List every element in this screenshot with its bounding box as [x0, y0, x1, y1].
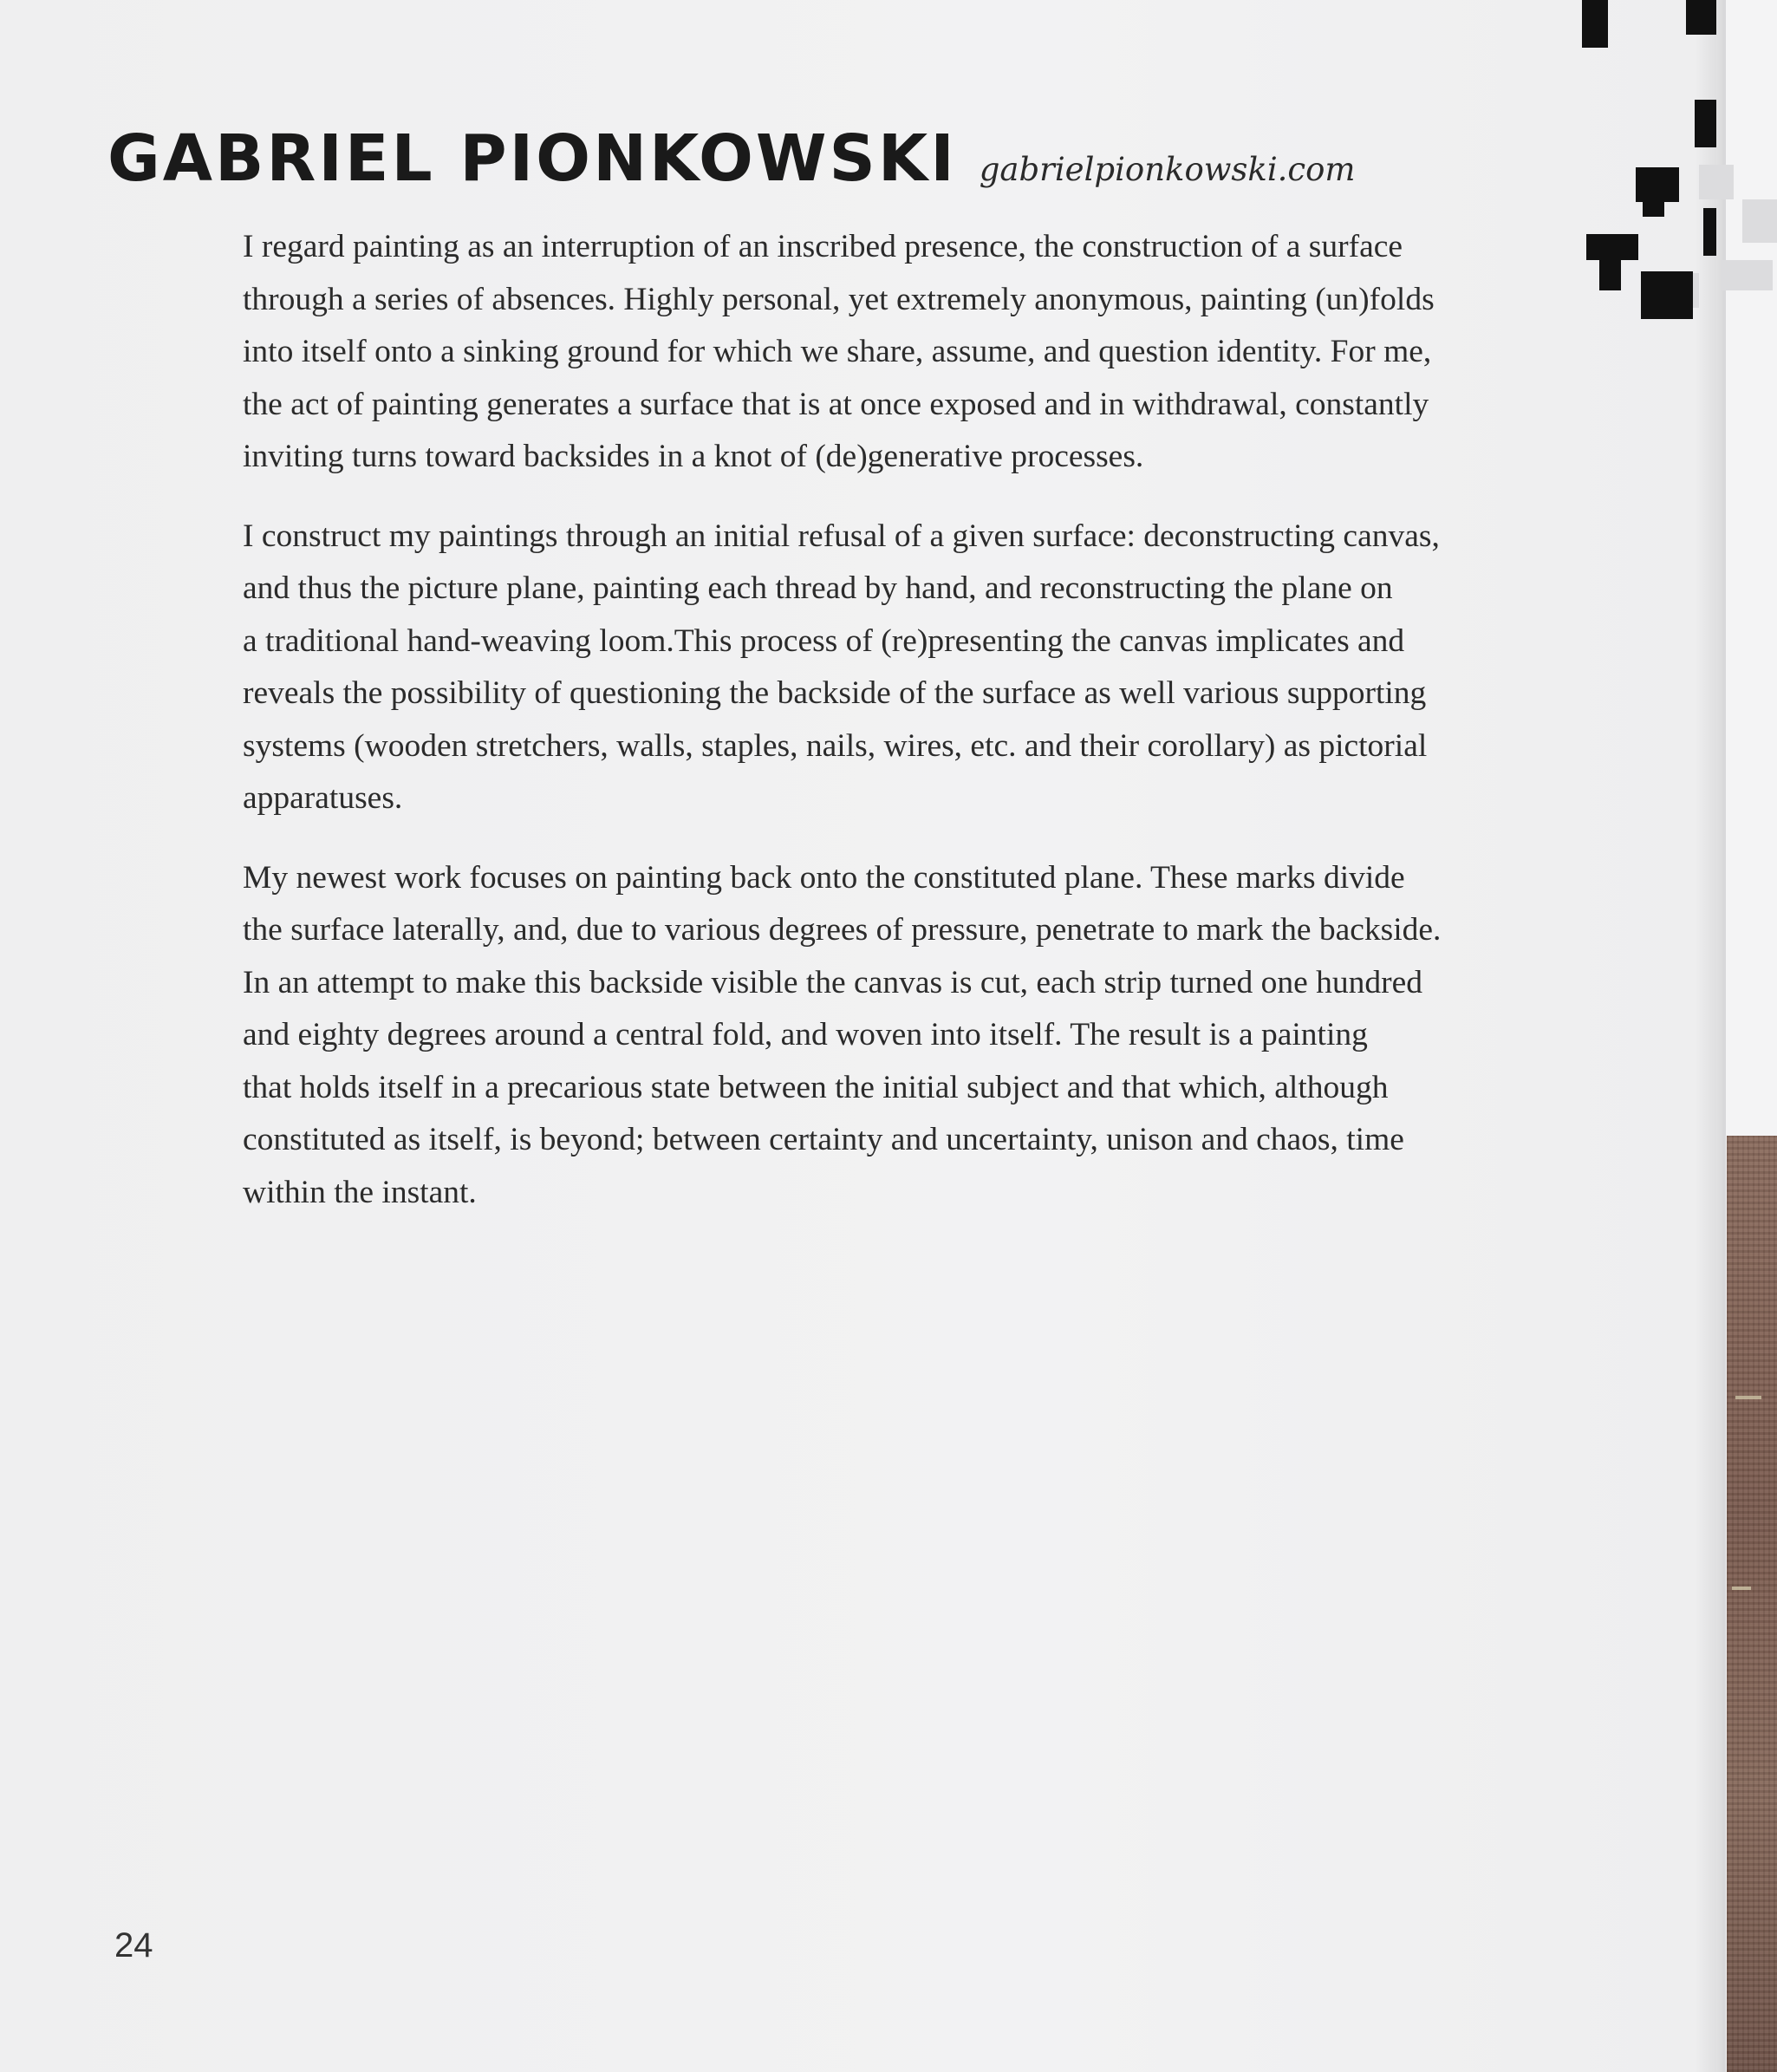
text-line: apparatuses.	[243, 780, 403, 816]
photo-highlight	[1735, 1396, 1761, 1399]
paragraph	[243, 852, 1560, 1220]
text-line: My newest work focuses on painting back onto the constituted plane. These marks divide	[243, 859, 1405, 896]
text-line: I construct my paintings through an initial refusal of a given surface: deconstructing canvas,	[243, 518, 1440, 554]
photo-highlight	[1732, 1587, 1751, 1590]
text-line: inviting turns toward backsides in a knot of (de)generative processes.	[243, 439, 1144, 474]
text-line: the act of painting generates a surface that is at once exposed and in withdrawal, constantly	[243, 386, 1429, 422]
text-line: In an attempt to make this backside visible the canvas is cut, each strip turned one hundred	[243, 964, 1423, 1000]
facing-page-photo-edge	[1727, 1136, 1777, 2072]
text-line: and eighty degrees around a central fold, and woven into itself. The result is a painting	[243, 1017, 1368, 1052]
article-header	[107, 121, 1356, 196]
paragraph	[243, 221, 1560, 484]
text-line: I regard painting as an interruption of an inscribed presence, the construction of a surface	[243, 229, 1403, 264]
page-number: 24	[114, 1926, 153, 1964]
text-line: that holds itself in a precarious state between the initial subject and that which, although	[243, 1069, 1389, 1105]
text-line: and thus the picture plane, painting each thread by hand, and reconstructing the plane on	[243, 570, 1393, 606]
artist-name: GABRIEL PIONKOWSKI	[107, 121, 957, 196]
text-line: through a series of absences. Highly personal, yet extremely anonymous, painting (un)folds	[243, 281, 1435, 317]
text-line: systems (wooden stretchers, walls, staples, nails, wires, etc. and their corollary) as pictorial	[243, 727, 1428, 764]
text-line: a traditional hand-weaving loom.This process of (re)presenting the canvas implicates and	[243, 622, 1405, 659]
text-line: into itself onto a sinking ground for which we share, assume, and question identity. For me,	[243, 334, 1432, 369]
text-line: the surface laterally, and, due to various degrees of pressure, penetrate to mark the backside.	[243, 912, 1442, 948]
paragraph	[243, 511, 1560, 825]
text-line: reveals the possibility of questioning the backside of the surface as well various supporting	[243, 675, 1427, 711]
text-line: within the instant.	[243, 1174, 477, 1210]
artist-statement	[243, 221, 1560, 1246]
artist-website: gabrielpionkowski.com	[979, 151, 1356, 188]
text-line: constituted as itself, is beyond; between certainty and uncertainty, unison and chaos, time	[243, 1122, 1404, 1157]
